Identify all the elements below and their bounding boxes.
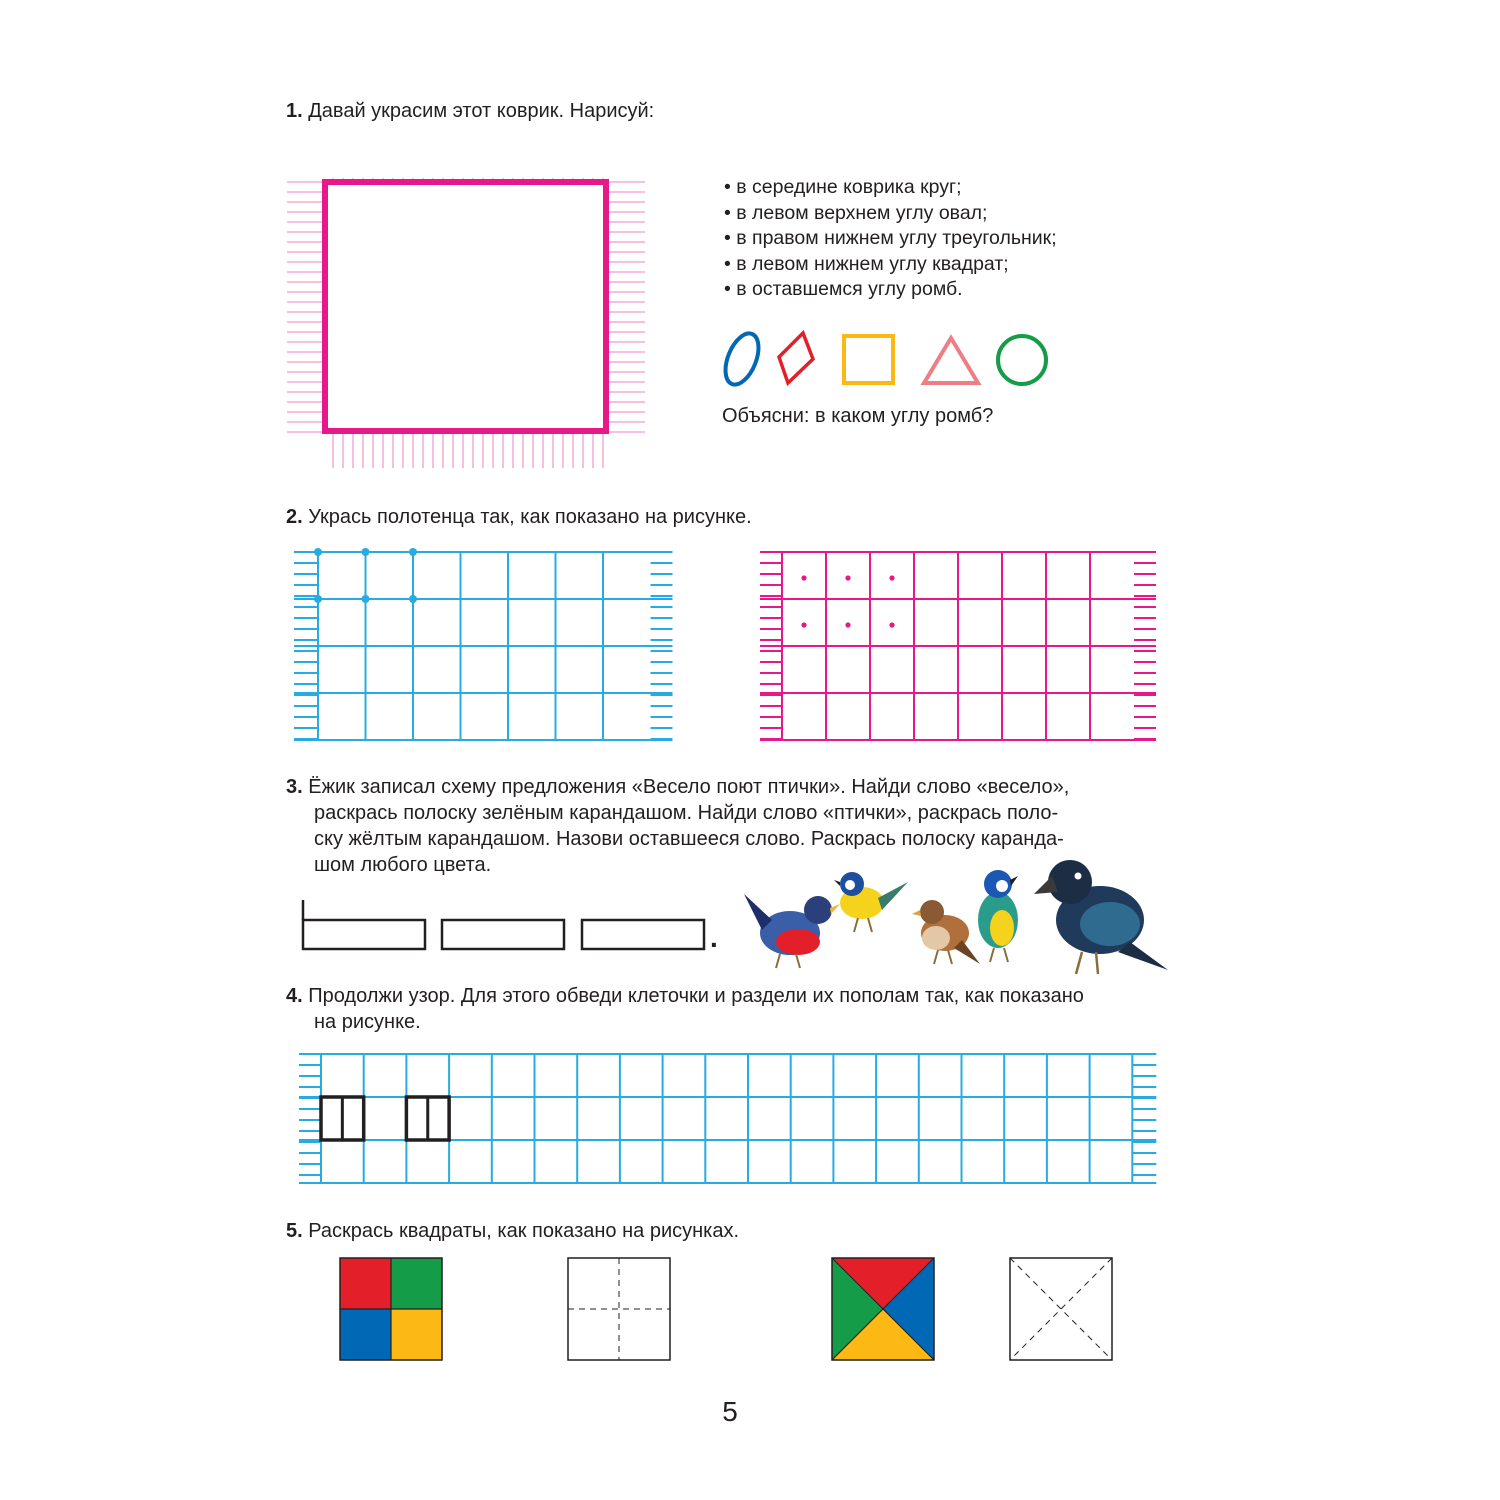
quadrant-red	[340, 1258, 391, 1309]
task4-number: 4.	[286, 985, 303, 1007]
task5-text	[286, 1218, 739, 1244]
towel-grid-blue	[292, 548, 682, 748]
word-strip	[303, 920, 425, 949]
task1-instruction-list	[724, 175, 1057, 303]
decoration-dot	[362, 595, 370, 603]
page-number: 5	[722, 1396, 738, 1427]
blank-square-triangles	[1008, 1256, 1114, 1362]
bird-tit	[834, 872, 908, 932]
decoration-dot	[845, 575, 850, 580]
sentence-period: .	[710, 922, 718, 953]
instruction-item: • в левом верхнем углу овал;	[724, 201, 1057, 227]
decoration-dot	[409, 548, 417, 556]
task3-number: 3.	[286, 776, 303, 798]
task4-line: на рисунке.	[314, 1011, 421, 1033]
task4-line: Продолжи узор. Для этого обведи клеточки и раздели их пополам так, как показано	[308, 985, 1084, 1007]
rug-figure	[287, 178, 647, 468]
decoration-dot	[801, 622, 806, 627]
decoration-dot	[314, 595, 322, 603]
task1-instruction: Давай украсим этот коврик. Нарисуй:	[308, 100, 655, 122]
bird-blue-tit	[978, 870, 1018, 962]
task2-instruction: Укрась полотенца так, как показано на рисунке.	[308, 506, 752, 528]
birds-illustration	[740, 858, 1170, 983]
instruction-item: • в правом нижнем углу треугольник;	[724, 226, 1057, 252]
bird-bullfinch	[744, 894, 840, 968]
decoration-dot	[801, 575, 806, 580]
task3-line: шом любого цвета.	[314, 854, 492, 876]
colored-square-quadrants	[338, 1256, 444, 1362]
quadrant-green	[391, 1258, 442, 1309]
shape-samples	[715, 325, 1055, 395]
task2-text	[286, 504, 752, 530]
pattern-grid	[297, 1052, 1157, 1186]
decoration-dot	[889, 575, 894, 580]
task5-number: 5.	[286, 1220, 303, 1242]
instruction-item: • в середине коврика круг;	[724, 175, 1057, 201]
square-icon	[844, 336, 893, 383]
decoration-dot	[889, 622, 894, 627]
task5-instruction: Раскрась квадраты, как показано на рисунках.	[308, 1220, 740, 1242]
task1-question: Объясни: в каком углу ромб?	[722, 405, 994, 427]
colored-square-triangles	[830, 1256, 936, 1362]
oval-icon	[719, 329, 765, 390]
task3-line: Ёжик записал схему предложения «Весело поют птички». Найди слово «весело»,	[308, 776, 1070, 798]
triangle-icon	[924, 338, 978, 383]
word-strip	[582, 920, 704, 949]
task3-line: ску жёлтым карандашом. Назови оставшееся слово. Раскрась полоску каранда-	[314, 828, 1064, 850]
blank-square-quadrants	[566, 1256, 672, 1362]
towel-grid-pink	[758, 548, 1158, 748]
decoration-dot	[314, 548, 322, 556]
task1-number: 1.	[286, 100, 303, 122]
bird-sparrow	[912, 900, 980, 964]
task4-text	[286, 983, 1084, 1035]
task3-line: раскрась полоску зелёным карандашом. Найди слово «птички», раскрась поло-	[314, 802, 1059, 824]
word-strip	[442, 920, 564, 949]
decoration-dot	[409, 595, 417, 603]
rug-border	[325, 182, 606, 431]
quadrant-blue	[340, 1309, 391, 1360]
instruction-item: • в левом нижнем углу квадрат;	[724, 252, 1057, 278]
task2-number: 2.	[286, 506, 303, 528]
sentence-scheme	[298, 898, 738, 958]
task1-text	[286, 98, 654, 124]
decoration-dot	[362, 548, 370, 556]
decoration-dot	[845, 622, 850, 627]
quadrant-yellow	[391, 1309, 442, 1360]
rhombus-icon	[779, 333, 813, 383]
circle-icon	[998, 336, 1046, 384]
bird-crow	[1034, 860, 1168, 974]
instruction-item: • в оставшемся углу ромб.	[724, 277, 1057, 303]
